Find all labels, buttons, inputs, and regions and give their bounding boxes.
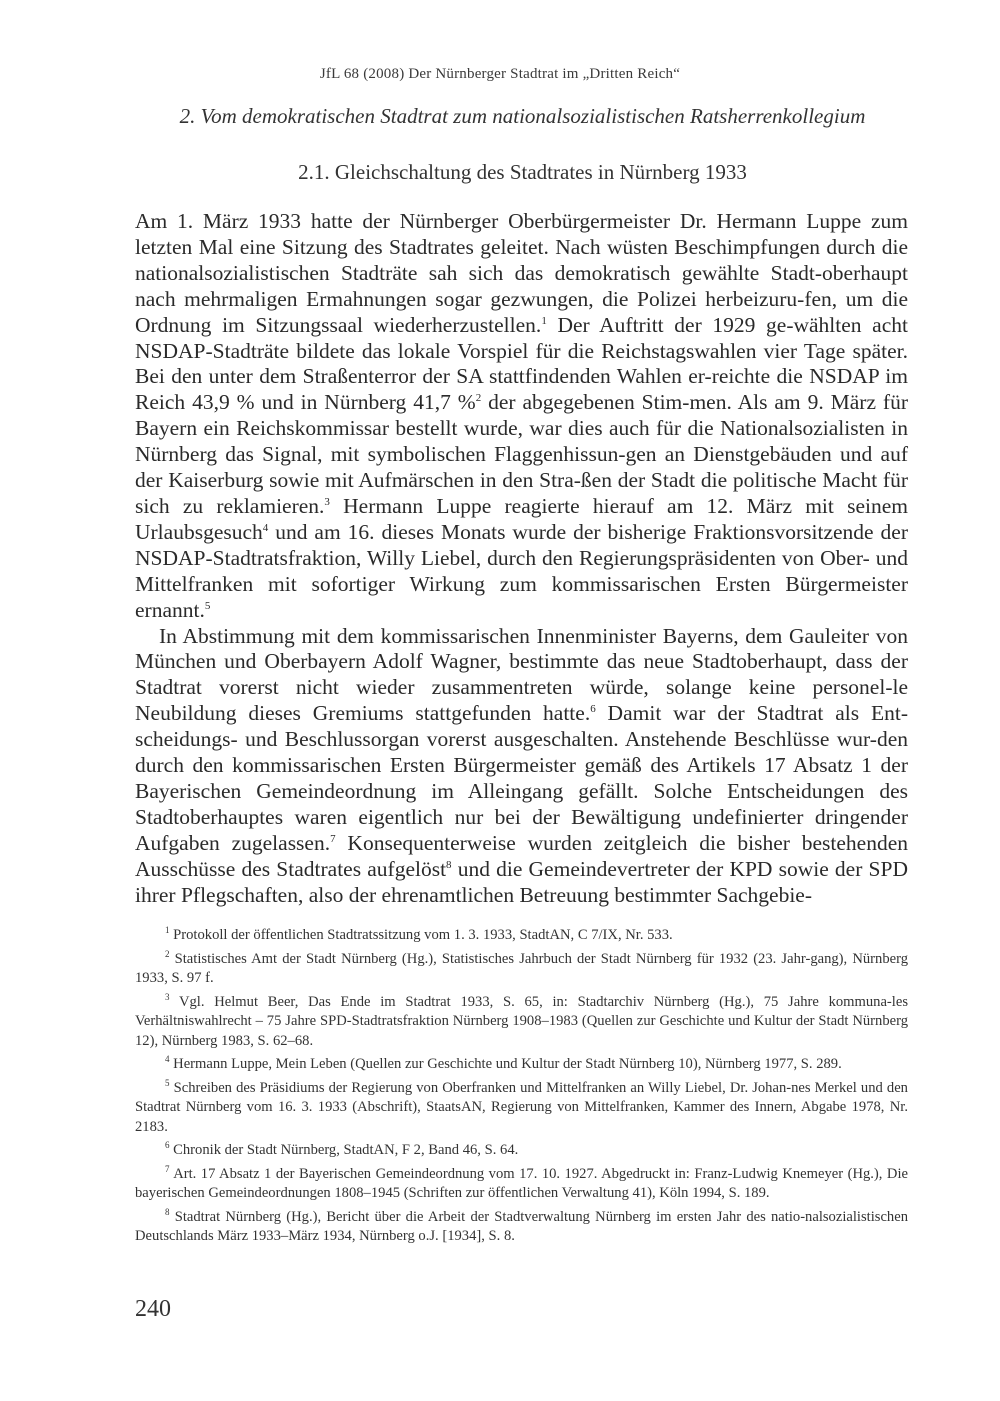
text-run: Konsequenterweise wurden zeitgleich die bisher bestehenden Ausschüsse des Stadtrates aufgelöst [135,830,908,881]
footnote-text: Hermann Luppe, Mein Leben (Quellen zur Geschichte und Kultur der Stadt Nürnberg 10), Nürnberg 1977, S. 289. [173,1056,842,1072]
footnote-reference: 2 [475,392,482,405]
text-run: Damit war der Stadtrat als Ent-scheidungs- und Beschlussorgan vorerst ausgeschalten. Anstehende Beschlüsse wur-den durch den kommissarischen Ersten Bürgermeister gemäß des Artikels 17 Absatz 1 der Bayerischen Gemeindeordnung im Alleingang gefällt. Solche Entscheidungen des Stadtoberhauptes waren eigentlich nur bei der Bewältigung undefinierter dringender Aufgaben zugelassen. [135,701,908,855]
page-number: 240 [135,1296,171,1322]
footnote-text: Protokoll der öffentlichen Stadtratssitzung vom 1. 3. 1933, StadtAN, C 7/IX, Nr. 533. [173,927,673,943]
footnote-number: 8 [165,1206,170,1217]
body-text [135,209,908,908]
text-run: und am 16. dieses Monats wurde der bisherige Fraktionsvorsitzende der NSDAP-Stadtratsfraktion, Willy Liebel, durch den Regierungspräsidenten von Ober- und Mittelfranken mit sofortiger Wirkung zum kommissarischen Ersten Bürgermeister ernannt. [135,519,908,622]
text-run: Am 1. März 1933 hatte der Nürnberger Oberbürgermeister Dr. Hermann Luppe zum letzten Mal eine Sitzung des Stadtrates geleitet. Nach wüsten Beschimpfungen durch die nationalsozialistischen Stadträte sah sich das demokratisch gewählte Stadt-oberhaupt nach mehrmaligen Ermahnungen sogar gezwungen, die Polizei herbeizuru-fen, um die Ordnung im Sitzungssaal wiederherzustellen. [135,209,908,337]
footnote-text: Art. 17 Absatz 1 der Bayerischen Gemeindeordnung vom 17. 10. 1927. Abgedruckt in: Franz-Ludwig Knemeyer (Hg.), Die bayerischen Gemeindeordnungen 1808–1945 (Schriften zur öffentlichen Verwaltung 41), Köln 1994, S. 189. [135,1165,908,1201]
footnote-text: Vgl. Helmut Beer, Das Ende im Stadtrat 1933, S. 65, in: Stadtarchiv Nürnberg (Hg.), 75 Jahre kommuna-les Verhältniswahlrecht – 75 Jahre SPD-Stadtratsfraktion Nürnberg 1908–1983 (Quellen zur Geschichte und Kultur der Stadt Nürnberg 12), Nürnberg 1983, S. 62–68. [135,993,909,1049]
footnote-number: 1 [165,925,170,936]
footnote-number: 7 [165,1163,170,1174]
footnote-text: Schreiben des Präsidiums der Regierung von Oberfranken und Mittelfranken an Willy Liebel, Dr. Johan-nes Merkel und den Stadtrat Nürnberg vom 16. 3. 1933 (Abschrift), StaatsAN, Regierung von Mittelfranken, Kammer des Innern, Abgabe 1978, Nr. 2183. [135,1079,908,1135]
footnote-text: Statistisches Amt der Stadt Nürnberg (Hg.), Statistisches Jahrbuch der Stadt Nürnberg für 1932 (23. Jahr-gang), Nürnberg 1933, S. 97 f. [135,950,908,986]
footnote [135,926,908,946]
text-run: und die Gemeindevertreter der KPD sowie der SPD ihrer Pflegschaften, also der ehrenamtlichen Betreuung bestimmter Sachgebie- [135,856,908,907]
footnote [135,1208,908,1247]
footnote-reference: 3 [324,495,330,508]
subsection-title: 2.1. Gleichschaltung des Stadtrates in Nürnberg 1933 [298,160,747,184]
footnote-reference: 8 [446,858,452,871]
paragraph [135,624,908,909]
footnote-reference: 5 [204,599,211,612]
text-run: In Abstimmung mit dem kommissarischen Innenminister Bayerns, dem Gauleiter von München und Oberbayern Adolf Wagner, bestimmte das neue Stadtoberhaupt, dass der Stadtrat vorerst nicht wieder zusammentreten würde, solange keine personel-le Neubildung dieses Gremiums stattgefunden hatte. [135,623,908,726]
footnote-reference: 4 [262,521,269,534]
footnote [135,950,908,989]
footnotes [135,926,908,1251]
text-run: Der Auftritt der 1929 ge-wählten acht NSDAP-Stadträte bildete das lokale Vorspiel für die Reichstagswahlen vier Tage später. Bei den unter dem Straßenterror der SA stattfindenden Wahlen er-reichte die NSDAP im Reich 43,9 % und in Nürnberg 41,7 % [135,312,908,415]
footnote [135,993,908,1052]
text-run: der abgegebenen Stim-men. Als am 9. März für Bayern ein Reichskommissar bestellt wurde, war dies auch für die Nationalsozialisten in Nürnberg das Signal, mit symbolischen Flaggenhissun-gen an Dienstgebäuden und auf der Kaiserburg sowie mit Aufmärschen in den Stra-ßen der Stadt die politische Macht für sich zu reklamieren. [135,390,908,518]
footnote-number: 2 [165,948,170,959]
footnote-reference: 1 [541,314,547,327]
footnote-reference: 6 [590,703,596,716]
footnote-text: Chronik der Stadt Nürnberg, StadtAN, F 2, Band 46, S. 64. [173,1142,519,1158]
footnote-text: Stadtrat Nürnberg (Hg.), Bericht über die Arbeit der Stadtverwaltung Nürnberg im ersten Jahr des natio-nalsozialistischen Deutschlands März 1933–März 1934, Nürnberg o.J. [1934], S. 8. [135,1208,908,1244]
footnote-number: 3 [165,991,170,1002]
footnote [135,1055,908,1075]
footnote [135,1141,908,1161]
text-run: Hermann Luppe reagierte hierauf am 12. März mit seinem Urlaubsgesuch [135,493,909,544]
section-title: 2. Vom demokratischen Stadtrat zum nationalsozialistischen Ratsherrenkollegium [179,104,866,128]
running-head: JfL 68 (2008) Der Nürnberger Stadtrat im „Dritten Reich“ [319,66,681,82]
footnote-number: 6 [165,1140,170,1151]
footnote [135,1165,908,1204]
footnote-number: 5 [165,1077,170,1088]
footnote-number: 4 [165,1054,170,1065]
paragraph [135,209,908,624]
footnote-reference: 7 [330,832,336,845]
footnote [135,1079,908,1138]
